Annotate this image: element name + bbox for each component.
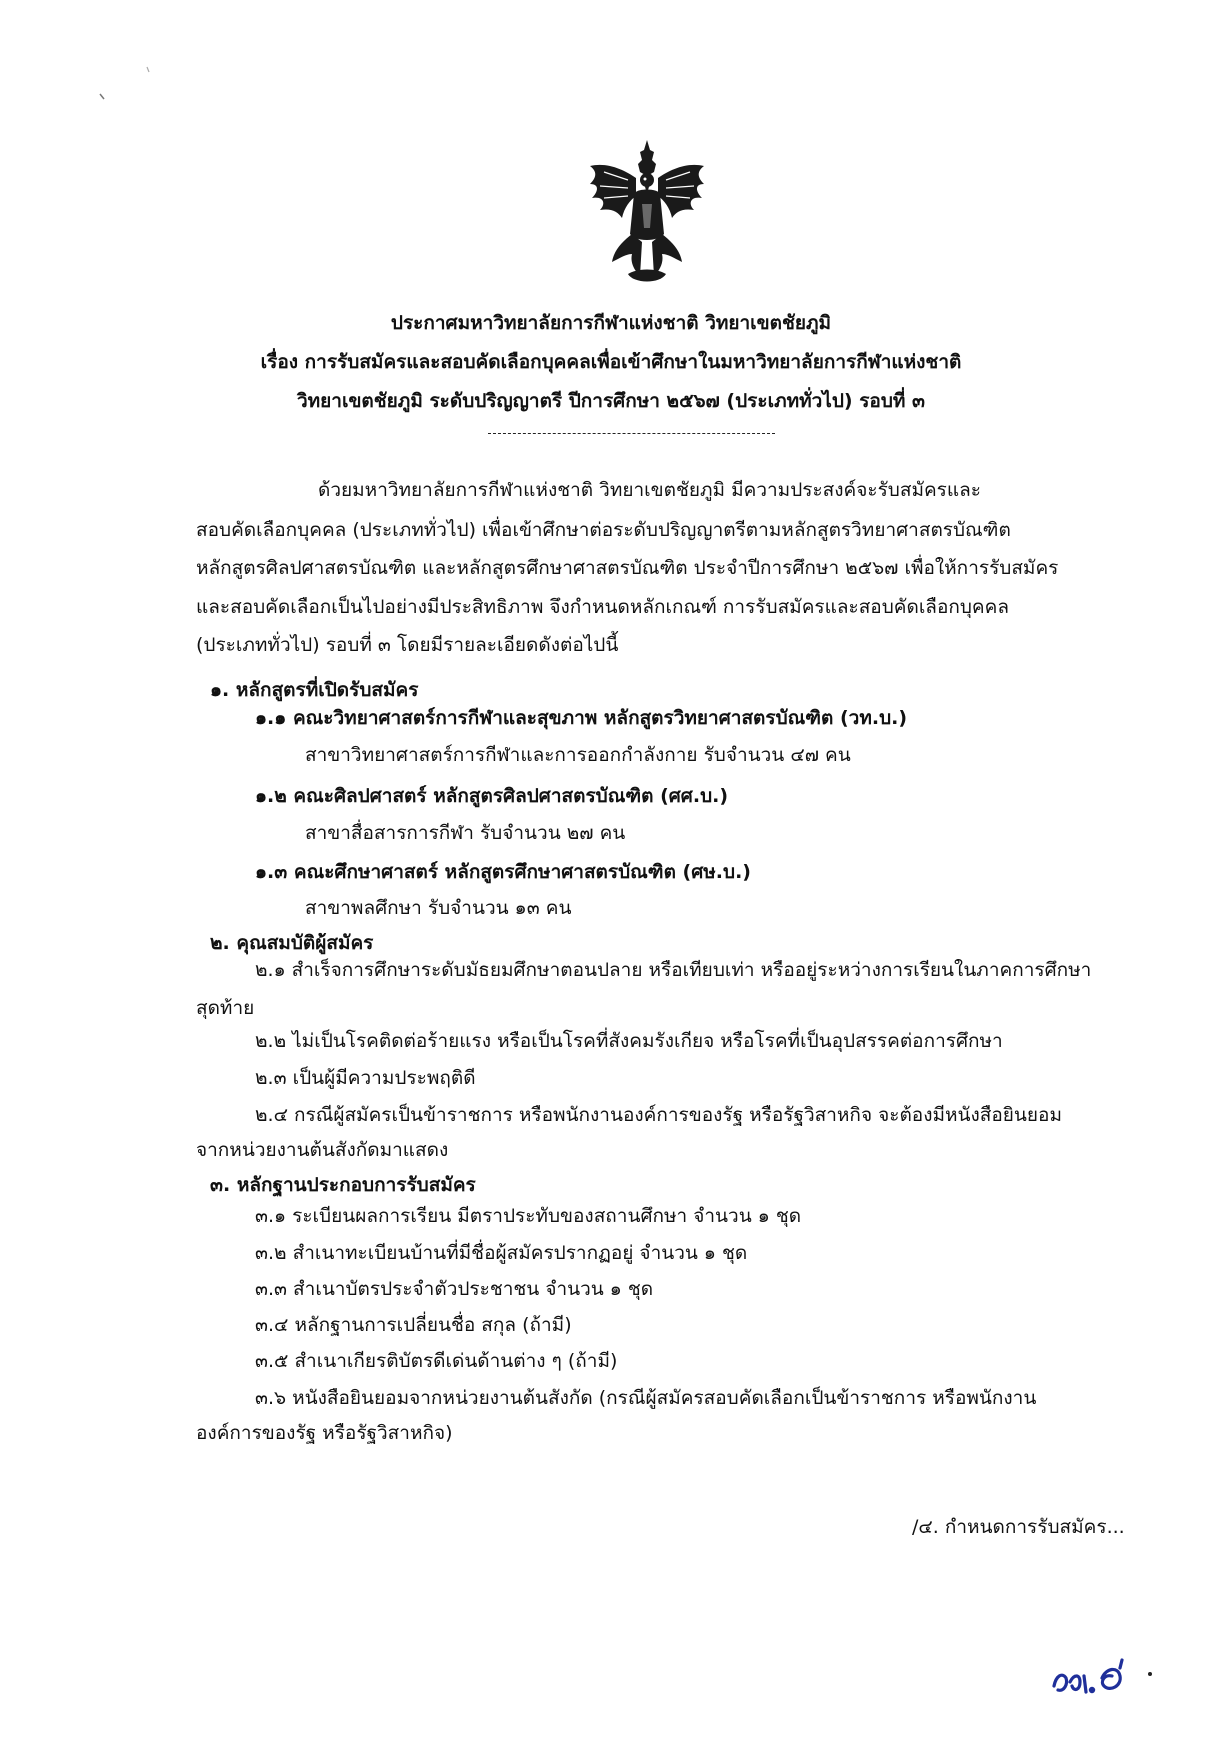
evidence-item: ๓.๔ หลักฐานการเปลี่ยนชื่อ สกุล (ถ้ามี) <box>255 1314 572 1336</box>
evidence-item-cont: องค์การของรัฐ หรือรัฐวิสาหกิจ) <box>196 1422 453 1444</box>
program-title: ๑.๒ คณะศิลปศาสตร์ หลักสูตรศิลปศาสตรบัณฑิต (ศศ.บ.) <box>255 785 729 807</box>
evidence-item: ๓.๑ ระเบียนผลการเรียน มีตราประทับของสถานศึกษา จำนวน ๑ ชุด <box>255 1205 802 1227</box>
section3-heading: ๓. หลักฐานประกอบการรับสมัคร <box>210 1174 476 1196</box>
announcement-title: ประกาศมหาวิทยาลัยการกีฬาแห่งชาติ วิทยาเขตชัยภูมิ <box>390 312 832 334</box>
qualification-item: ๒.๔ กรณีผู้สมัครเป็นข้าราชการ หรือพนักงานองค์การของรัฐ หรือรัฐวิสาหกิจ จะต้องมีหนังสือยินยอม <box>255 1104 1062 1126</box>
program-detail: สาขาสื่อสารการกีฬา รับจำนวน ๒๗ คน <box>305 822 626 844</box>
intro-line: ด้วยมหาวิทยาลัยการกีฬาแห่งชาติ วิทยาเขตชัยภูมิ มีความประสงค์จะรับสมัครและ <box>318 479 981 501</box>
section2-heading: ๒. คุณสมบัติผู้สมัคร <box>210 932 374 954</box>
announcement-subject-cont: วิทยาเขตชัยภูมิ ระดับปริญญาตรี ปีการศึกษา ๒๕๖๗ (ประเภททั่วไป) รอบที่ ๓ <box>296 390 926 412</box>
program-detail: สาขาวิทยาศาสตร์การกีฬาและการออกกำลังกาย รับจำนวน ๔๗ คน <box>305 744 851 766</box>
evidence-item: ๓.๕ สำเนาเกียรติบัตรดีเด่นด้านต่าง ๆ (ถ้ามี) <box>255 1350 618 1372</box>
intro-line: และสอบคัดเลือกเป็นไปอย่างมีประสิทธิภาพ จึงกำหนดหลักเกณฑ์ การรับสมัครและสอบคัดเลือกบุคคล <box>196 596 1009 618</box>
program-title: ๑.๑ คณะวิทยาศาสตร์การกีฬาและสุขภาพ หลักสูตรวิทยาศาสตรบัณฑิต (วท.บ.) <box>255 707 908 729</box>
intro-line: หลักสูตรศิลปศาสตรบัณฑิต และหลักสูตรศึกษาศาสตรบัณฑิต ประจำปีการศึกษา ๒๕๖๗ เพื่อให้การรับสมัคร <box>196 557 1059 579</box>
qualification-item-cont: สุดท้าย <box>196 997 255 1019</box>
qualification-item: ๒.๒ ไม่เป็นโรคติดต่อร้ายแรง หรือเป็นโรคที่สังคมรังเกียจ หรือโรคที่เป็นอุปสรรคต่อการศึกษา <box>255 1030 1003 1052</box>
evidence-item: ๓.๓ สำเนาบัตรประจำตัวประชาชน จำนวน ๑ ชุด <box>255 1278 654 1300</box>
program-detail: สาขาพลศึกษา รับจำนวน ๑๓ คน <box>305 897 572 919</box>
qualification-item: ๒.๑ สำเร็จการศึกษาระดับมัธยมศึกษาตอนปลาย หรือเทียบเท่า หรืออยู่ระหว่างการเรียนในภาคการศึกษา <box>255 959 1092 981</box>
evidence-item: ๓.๖ หนังสือยินยอมจากหน่วยงานต้นสังกัด (กรณีผู้สมัครสอบคัดเลือกเป็นข้าราชการ หรือพนักงาน <box>255 1387 1037 1409</box>
header-divider <box>488 433 775 434</box>
qualification-item-cont: จากหน่วยงานต้นสังกัดมาแสดง <box>196 1139 449 1161</box>
section1-heading: ๑. หลักสูตรที่เปิดรับสมัคร <box>210 679 419 701</box>
qualification-item: ๒.๓ เป็นผู้มีความประพฤติดี <box>255 1067 476 1089</box>
intro-line: สอบคัดเลือกบุคคล (ประเภททั่วไป) เพื่อเข้าศึกษาต่อระดับปริญญาตรีตามหลักสูตรวิทยาศาสตรบัณฑิต <box>196 519 1011 541</box>
continuation-note: /๔. กำหนดการรับสมัคร... <box>912 1516 1125 1538</box>
garuda-emblem-icon <box>584 138 710 288</box>
announcement-subject: เรื่อง การรับสมัครและสอบคัดเลือกบุคคลเพื่อเข้าศึกษาในมหาวิทยาลัยการกีฬาแห่งชาติ <box>260 351 962 373</box>
intro-line: (ประเภททั่วไป) รอบที่ ๓ โดยมีรายละเอียดดังต่อไปนี้ <box>196 634 619 656</box>
evidence-item: ๓.๒ สำเนาทะเบียนบ้านที่มีชื่อผู้สมัครปรากฏอยู่ จำนวน ๑ ชุด <box>255 1242 748 1264</box>
program-title: ๑.๓ คณะศึกษาศาสตร์ หลักสูตรศึกษาศาสตรบัณฑิต (ศษ.บ.) <box>255 861 751 883</box>
handwritten-initials <box>1046 1642 1162 1702</box>
